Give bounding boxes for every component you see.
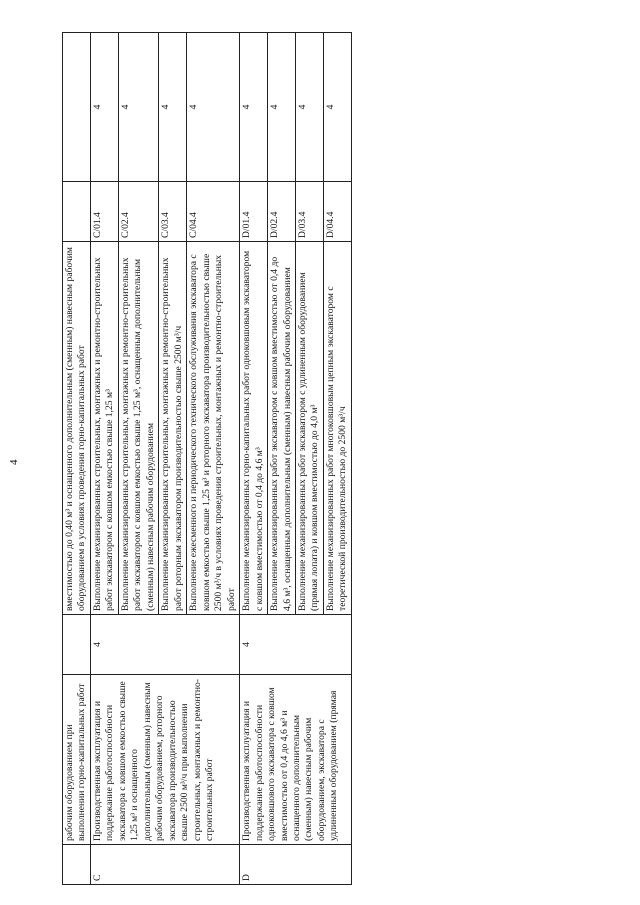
sub-function-level-cell bbox=[63, 33, 91, 182]
function-code-cell: C bbox=[90, 845, 239, 885]
sub-function-level-cell: 4 bbox=[240, 33, 268, 182]
sub-function-name-cell: Выполнение механизированных работ многоковшовым цепным экскаватором с теоретической производительностью до 2500 м³/ч bbox=[323, 242, 351, 615]
sub-function-level-cell: 4 bbox=[159, 33, 187, 182]
sub-function-level-cell: 4 bbox=[118, 33, 158, 182]
sub-function-name-cell: Выполнение механизированных строительных, монтажных и ремонтно-строительных работ экскаватором с ковшом емкостью свыше 1,25 м³, оснащенным дополнительным (сменным) навесным рабочим оборудованием bbox=[118, 242, 158, 615]
function-name-cell: Производственная эксплуатация и поддержание работоспособности одноковшового экскаватора с ковшом вместимостью от 0,4 до 4,6 м³ и оснащенного дополнительным (сменным) навесным рабочим оборудованием, экскаватора с удлиненным оборудованием (прямая bbox=[240, 675, 352, 845]
qualification-level-cell bbox=[63, 615, 91, 675]
sub-function-code-cell: C/03.4 bbox=[159, 182, 187, 242]
function-code-cell: D bbox=[240, 845, 352, 885]
sub-function-level-cell: 4 bbox=[90, 33, 118, 182]
sub-function-code-cell: D/03.4 bbox=[295, 182, 323, 242]
sub-function-code-cell: D/02.4 bbox=[268, 182, 296, 242]
sub-function-level-cell: 4 bbox=[295, 33, 323, 182]
sub-function-code-cell: D/04.4 bbox=[323, 182, 351, 242]
table-row bbox=[90, 33, 118, 885]
sub-function-name-cell: Выполнение механизированных строительных, монтажных и ремонтно-строительных работ роторным экскаватором производительностью свыше 2500 м³/ч bbox=[159, 242, 187, 615]
sub-function-code-cell: C/02.4 bbox=[118, 182, 158, 242]
functions-table bbox=[62, 32, 352, 885]
sub-function-name-cell: вместимостью до 0,40 м³ и оснащенного дополнительным (сменным) навесным рабочим оборудованием в условиях проведения горно-капитальных работ bbox=[63, 242, 91, 615]
table-row bbox=[63, 33, 91, 885]
sub-function-level-cell: 4 bbox=[323, 33, 351, 182]
sub-function-code-cell: C/01.4 bbox=[90, 182, 118, 242]
table-row bbox=[240, 33, 268, 885]
sub-function-level-cell: 4 bbox=[187, 33, 240, 182]
qualification-level-cell: 4 bbox=[240, 615, 352, 675]
sub-function-name-cell: Выполнение механизированных работ экскаватором с удлиненным оборудованием (прямая лопата) и ковшом вместимостью до 4,0 м³ bbox=[295, 242, 323, 615]
function-name-cell: Производственная эксплуатация и поддержание работоспособности экскаватора с ковшом емкостью свыше 1,25 м³ и оснащенного дополнительным (сменным) навесным рабочим оборудованием, роторного экскаватора производительностью свыше 2500 м³/ч при выполнении строительных, монтажных и ремонтно-строительных работ bbox=[90, 675, 239, 845]
sub-function-level-cell: 4 bbox=[268, 33, 296, 182]
sub-function-code-cell: D/01.4 bbox=[240, 182, 268, 242]
sub-function-name-cell: Выполнение ежесменного и периодического технического обслуживания экскаватора с ковшом емкостью свыше 1,25 м³ и роторного экскаватора производительностью свыше 2500 м³/ч в условиях проведения строительных, монтажных и ремонтно-строительных работ bbox=[187, 242, 240, 615]
sub-function-name-cell: Выполнение механизированных горно-капитальных работ одноковшовым экскаватором с ковшом вместимостью от 0,4 до 4,6 м³ bbox=[240, 242, 268, 615]
sub-function-name-cell: Выполнение механизированных работ экскаватором с ковшом вместимостью от 0,4 до 4,6 м³, оснащенным дополнительным (сменным) навесным рабочим оборудованием bbox=[268, 242, 296, 615]
function-name-cell: рабочим оборудованием при выполнении горно-капитальных работ bbox=[63, 675, 91, 845]
sub-function-code-cell: C/04.4 bbox=[187, 182, 240, 242]
sub-function-code-cell bbox=[63, 182, 91, 242]
function-code-cell bbox=[63, 845, 91, 885]
qualification-level-cell: 4 bbox=[90, 615, 239, 675]
page-number: 4 bbox=[8, 459, 20, 465]
sub-function-name-cell: Выполнение механизированных строительных, монтажных и ремонтно-строительных работ экскаватором с ковшом емкостью свыше 1,25 м³ bbox=[90, 242, 118, 615]
